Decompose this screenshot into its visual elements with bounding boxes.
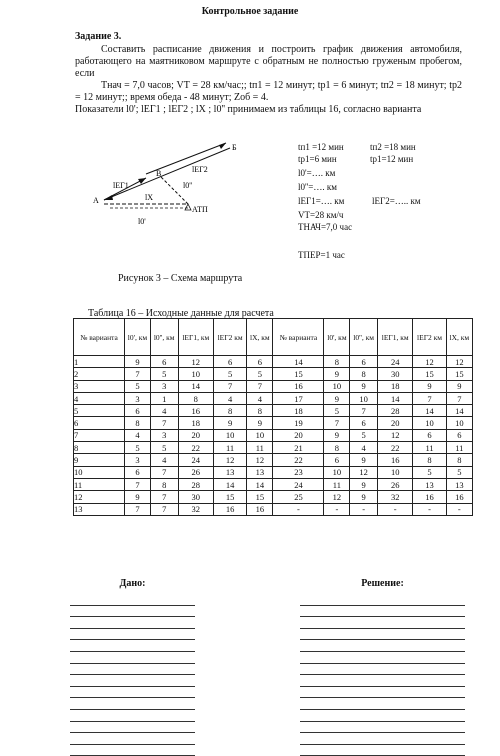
table-cell: 6 [413, 429, 446, 441]
table-cell: - [377, 503, 413, 515]
table-cell: 28 [377, 405, 413, 417]
table-cell: 11 [324, 478, 350, 490]
table-cell: 13 [446, 478, 472, 490]
header-lx-2: lX, км [446, 319, 472, 356]
leg1-label: lЕГ1 [113, 181, 129, 190]
reshenie-answer-line[interactable] [300, 733, 465, 745]
table-cell: 24 [273, 478, 324, 490]
table-cell: - [413, 503, 446, 515]
table-cell: 10 [247, 429, 273, 441]
table-cell: - [446, 503, 472, 515]
table-cell: 4 [350, 442, 378, 454]
given-tp1: tп1 =12 мин [298, 142, 344, 152]
table-cell: 4 [214, 392, 247, 404]
table-cell: 21 [273, 442, 324, 454]
table-caption: Таблица 16 – Исходные данные для расчета [88, 308, 274, 319]
table-cell: 3 [150, 380, 178, 392]
table-cell: 7 [150, 503, 178, 515]
table-row [74, 454, 473, 466]
table-cell: 24 [178, 454, 214, 466]
table-cell: 15 [446, 368, 472, 380]
reshenie-label: Решение: [361, 578, 404, 589]
table-cell: 18 [273, 405, 324, 417]
table-row [74, 417, 473, 429]
task-description [75, 42, 462, 116]
table-cell: 16 [446, 491, 472, 503]
reshenie-answer-line[interactable] [300, 745, 465, 756]
table-cell: 5 [413, 466, 446, 478]
table-row [74, 380, 473, 392]
table-cell: 22 [273, 454, 324, 466]
header-l0p-2: l0', км [324, 319, 350, 356]
table-body [74, 356, 473, 516]
route-scheme-drawing [88, 138, 258, 248]
table-cell: 6 [350, 356, 378, 368]
table-cell: 7 [150, 466, 178, 478]
table-cell: 5 [125, 442, 151, 454]
table-cell: 4 [125, 429, 151, 441]
reshenie-answer-line[interactable] [300, 629, 465, 641]
table-cell: - [350, 503, 378, 515]
table-cell: 6 [74, 417, 125, 429]
table-cell: 10 [446, 417, 472, 429]
table-cell: 9 [74, 454, 125, 466]
dano-answer-line[interactable] [70, 664, 195, 676]
table-cell: 15 [247, 491, 273, 503]
dano-answer-line[interactable] [70, 710, 195, 722]
dano-answer-line[interactable] [70, 606, 195, 618]
table-row [74, 392, 473, 404]
dano-answer-line[interactable] [70, 675, 195, 687]
table-cell: 14 [178, 380, 214, 392]
table-cell: 18 [377, 380, 413, 392]
reshenie-answer-line[interactable] [300, 652, 465, 664]
table-cell: 7 [150, 491, 178, 503]
table-cell: 12 [350, 466, 378, 478]
point-atp-label: АТП [192, 205, 208, 214]
table-cell: 5 [324, 405, 350, 417]
header-l0pp-2: l0'', км [350, 319, 378, 356]
table-cell: 6 [324, 454, 350, 466]
table-cell: 18 [178, 417, 214, 429]
table-cell: 11 [413, 442, 446, 454]
dano-answer-line[interactable] [70, 687, 195, 699]
table-cell: 22 [178, 442, 214, 454]
table-cell: 12 [324, 491, 350, 503]
table-cell: 12 [446, 356, 472, 368]
table-cell: 8 [324, 356, 350, 368]
table-cell: 9 [350, 478, 378, 490]
table-cell: 9 [350, 491, 378, 503]
reshenie-answer-line[interactable] [300, 664, 465, 676]
table-row [74, 442, 473, 454]
table-cell: 13 [74, 503, 125, 515]
table-cell: - [273, 503, 324, 515]
dano-answer-line[interactable] [70, 745, 195, 756]
table-cell: 2 [74, 368, 125, 380]
table-cell: 6 [446, 429, 472, 441]
table-cell: 32 [178, 503, 214, 515]
table-cell: - [324, 503, 350, 515]
table-cell: 16 [214, 503, 247, 515]
table-cell: 24 [377, 356, 413, 368]
given-tnach: TНАЧ=7,0 час [298, 222, 353, 232]
table-cell: 20 [273, 429, 324, 441]
table-cell: 10 [178, 368, 214, 380]
header-leg2: lЕГ2 км [214, 319, 247, 356]
table-cell: 12 [214, 454, 247, 466]
table-cell: 7 [150, 417, 178, 429]
table-cell: 6 [150, 356, 178, 368]
table-row [74, 491, 473, 503]
table-cell: 13 [413, 478, 446, 490]
table-cell: 12 [413, 356, 446, 368]
table-row [74, 478, 473, 490]
table-cell: 9 [324, 429, 350, 441]
table-cell: 10 [214, 429, 247, 441]
reshenie-answer-line[interactable] [300, 606, 465, 618]
reshenie-answer-line[interactable] [300, 698, 465, 710]
dano-answer-line[interactable] [70, 698, 195, 710]
table-cell: 32 [377, 491, 413, 503]
atp-marker [185, 204, 191, 210]
dano-answer-line[interactable] [70, 640, 195, 652]
dano-answer-line[interactable] [70, 722, 195, 734]
given-l0pp: l0''=…. км [298, 182, 337, 192]
data-table [73, 318, 473, 516]
table-cell: 12 [247, 454, 273, 466]
table-cell: 5 [214, 368, 247, 380]
header-variant-2: № варианта [273, 319, 324, 356]
table-cell: 8 [178, 392, 214, 404]
table-cell: 8 [324, 442, 350, 454]
reshenie-answer-line[interactable] [300, 617, 465, 629]
table-cell: 9 [446, 380, 472, 392]
header-variant: № варианта [74, 319, 125, 356]
table-cell: 7 [125, 368, 151, 380]
table-cell: 3 [125, 454, 151, 466]
table-cell: 11 [446, 442, 472, 454]
dano-answer-line[interactable] [70, 652, 195, 664]
given-leg2: lЕГ2=….. км [372, 196, 421, 206]
table-row [74, 405, 473, 417]
table-cell: 8 [214, 405, 247, 417]
table-cell: 14 [413, 405, 446, 417]
table-cell: 13 [214, 466, 247, 478]
table-cell: 6 [247, 356, 273, 368]
dano-answer-line[interactable] [70, 629, 195, 641]
table-cell: 25 [273, 491, 324, 503]
point-a-label: А [93, 196, 99, 205]
reshenie-answer-line[interactable] [300, 687, 465, 699]
table-cell: 13 [247, 466, 273, 478]
table-cell: 12 [377, 429, 413, 441]
lx-label: lX [145, 193, 153, 202]
table-row [74, 356, 473, 368]
dano-answer-line[interactable] [70, 617, 195, 629]
table-cell: 9 [247, 417, 273, 429]
table-cell: 1 [74, 356, 125, 368]
point-v-label: В [156, 169, 162, 178]
table-cell: 10 [377, 466, 413, 478]
dano-answer-line[interactable] [70, 733, 195, 745]
table-cell: 8 [247, 405, 273, 417]
table-row [74, 466, 473, 478]
table-cell: 23 [273, 466, 324, 478]
task-params: Tнач = 7,0 часов; VT = 28 км/час;; tп1 = 12 минут; tр1 = 6 минут; tп2 = 18 минут; tр2 = 12 минут;; время обеда - 48 минут; Zоб = 4. [75, 80, 462, 103]
header-l0p: l0', км [125, 319, 151, 356]
table-cell: 9 [125, 356, 151, 368]
header-leg2-2: lЕГ2 км [413, 319, 446, 356]
table-cell: 3 [74, 380, 125, 392]
table-cell: 16 [377, 454, 413, 466]
table-cell: 7 [125, 478, 151, 490]
table-header-row [74, 319, 473, 356]
table-cell: 16 [247, 503, 273, 515]
table-cell: 11 [74, 478, 125, 490]
task-title: Задание 3. [75, 31, 122, 42]
table-cell: 11 [214, 442, 247, 454]
table-cell: 10 [324, 380, 350, 392]
table-cell: 10 [324, 466, 350, 478]
dano-section [70, 578, 195, 756]
table-cell: 10 [74, 466, 125, 478]
table-cell: 7 [74, 429, 125, 441]
table-cell: 30 [178, 491, 214, 503]
reshenie-answer-line[interactable] [300, 675, 465, 687]
table-cell: 8 [74, 442, 125, 454]
reshenie-section [300, 578, 465, 756]
route-scheme [88, 138, 258, 248]
table-cell: 19 [273, 417, 324, 429]
table-cell: 8 [125, 417, 151, 429]
given-tr2: tр1=12 мин [370, 154, 414, 164]
table-cell: 5 [125, 380, 151, 392]
table-cell: 7 [247, 380, 273, 392]
table-cell: 20 [178, 429, 214, 441]
table-cell: 20 [377, 417, 413, 429]
table-row [74, 429, 473, 441]
reshenie-answer-line[interactable] [300, 710, 465, 722]
route-line-return [104, 148, 230, 200]
table-cell: 15 [214, 491, 247, 503]
table-cell: 14 [446, 405, 472, 417]
given-tper: TПЕР=1 час [298, 250, 345, 260]
l0pp-label: l0'' [183, 181, 193, 190]
table-row [74, 503, 473, 515]
given-tr1: tр1=6 мин [298, 154, 337, 164]
table-cell: 7 [324, 417, 350, 429]
table-cell: 5 [74, 405, 125, 417]
table-cell: 6 [125, 466, 151, 478]
table-cell: 5 [446, 466, 472, 478]
reshenie-answer-line[interactable] [300, 640, 465, 652]
table-cell: 7 [214, 380, 247, 392]
document-header: Контрольное задание [201, 6, 299, 17]
l0p-label: l0' [138, 217, 146, 226]
given-tp2: tп2 =18 мин [370, 142, 416, 152]
table-cell: 9 [324, 392, 350, 404]
table-cell: 8 [446, 454, 472, 466]
table-cell: 3 [150, 429, 178, 441]
leg2-label: lЕГ2 [192, 165, 208, 174]
dano-answer-line[interactable] [70, 594, 195, 606]
table-cell: 9 [413, 380, 446, 392]
table-cell: 6 [125, 405, 151, 417]
header-l0pp: l0'', км [150, 319, 178, 356]
table-cell: 6 [214, 356, 247, 368]
table-cell: 5 [150, 442, 178, 454]
table-cell: 16 [273, 380, 324, 392]
table-cell: 5 [247, 368, 273, 380]
table-cell: 26 [178, 466, 214, 478]
given-vt: VT=28 км/ч [298, 210, 344, 220]
table-cell: 22 [377, 442, 413, 454]
table-cell: 11 [247, 442, 273, 454]
table-cell: 4 [74, 392, 125, 404]
table-cell: 3 [125, 392, 151, 404]
table-cell: 16 [178, 405, 214, 417]
table-cell: 28 [178, 478, 214, 490]
table-cell: 30 [377, 368, 413, 380]
table-cell: 9 [350, 380, 378, 392]
table-cell: 9 [125, 491, 151, 503]
table-cell: 26 [377, 478, 413, 490]
table-cell: 4 [150, 405, 178, 417]
table-cell: 7 [446, 392, 472, 404]
table-cell: 17 [273, 392, 324, 404]
table-cell: 5 [350, 429, 378, 441]
table-cell: 12 [74, 491, 125, 503]
table-cell: 8 [150, 478, 178, 490]
table-cell: 14 [214, 478, 247, 490]
header-leg1-2: lЕГ1, км [377, 319, 413, 356]
reshenie-answer-line[interactable] [300, 722, 465, 734]
table-cell: 14 [377, 392, 413, 404]
table-cell: 14 [273, 356, 324, 368]
given-leg1: lЕГ1=…. км [298, 196, 345, 206]
table-cell: 9 [324, 368, 350, 380]
table-cell: 9 [214, 417, 247, 429]
table-cell: 10 [413, 417, 446, 429]
table-cell: 9 [350, 454, 378, 466]
table-cell: 10 [350, 392, 378, 404]
dano-label: Дано: [119, 578, 146, 589]
table-cell: 12 [178, 356, 214, 368]
header-lx: lX, км [247, 319, 273, 356]
reshenie-answer-line[interactable] [300, 594, 465, 606]
table-cell: 7 [350, 405, 378, 417]
table-cell: 5 [150, 368, 178, 380]
table-cell: 4 [247, 392, 273, 404]
header-leg1: lЕГ1, км [178, 319, 214, 356]
table-cell: 15 [273, 368, 324, 380]
task-text: Составить расписание движения и построить график движения автомобиля, работающего на маятниковом маршруте с обратным не полностью груженым пробегом, если [75, 44, 462, 79]
table-cell: 6 [350, 417, 378, 429]
table-cell: 4 [150, 454, 178, 466]
table-cell: 7 [125, 503, 151, 515]
point-b-top-label: Б [232, 143, 237, 152]
table-row [74, 368, 473, 380]
table-cell: 15 [413, 368, 446, 380]
given-l0p: l0'=…. км [298, 168, 336, 178]
table-cell: 7 [413, 392, 446, 404]
figure-caption: Рисунок 3 – Схема маршрута [118, 273, 243, 284]
table-cell: 8 [350, 368, 378, 380]
table-cell: 8 [413, 454, 446, 466]
task-params-source: Показатели l0'; lЕГ1 ; lЕГ2 ; lX ; l0'' принимаем из таблицы 16, согласно варианта [75, 104, 422, 115]
table-cell: 16 [413, 491, 446, 503]
table-cell: 1 [150, 392, 178, 404]
table-cell: 14 [247, 478, 273, 490]
